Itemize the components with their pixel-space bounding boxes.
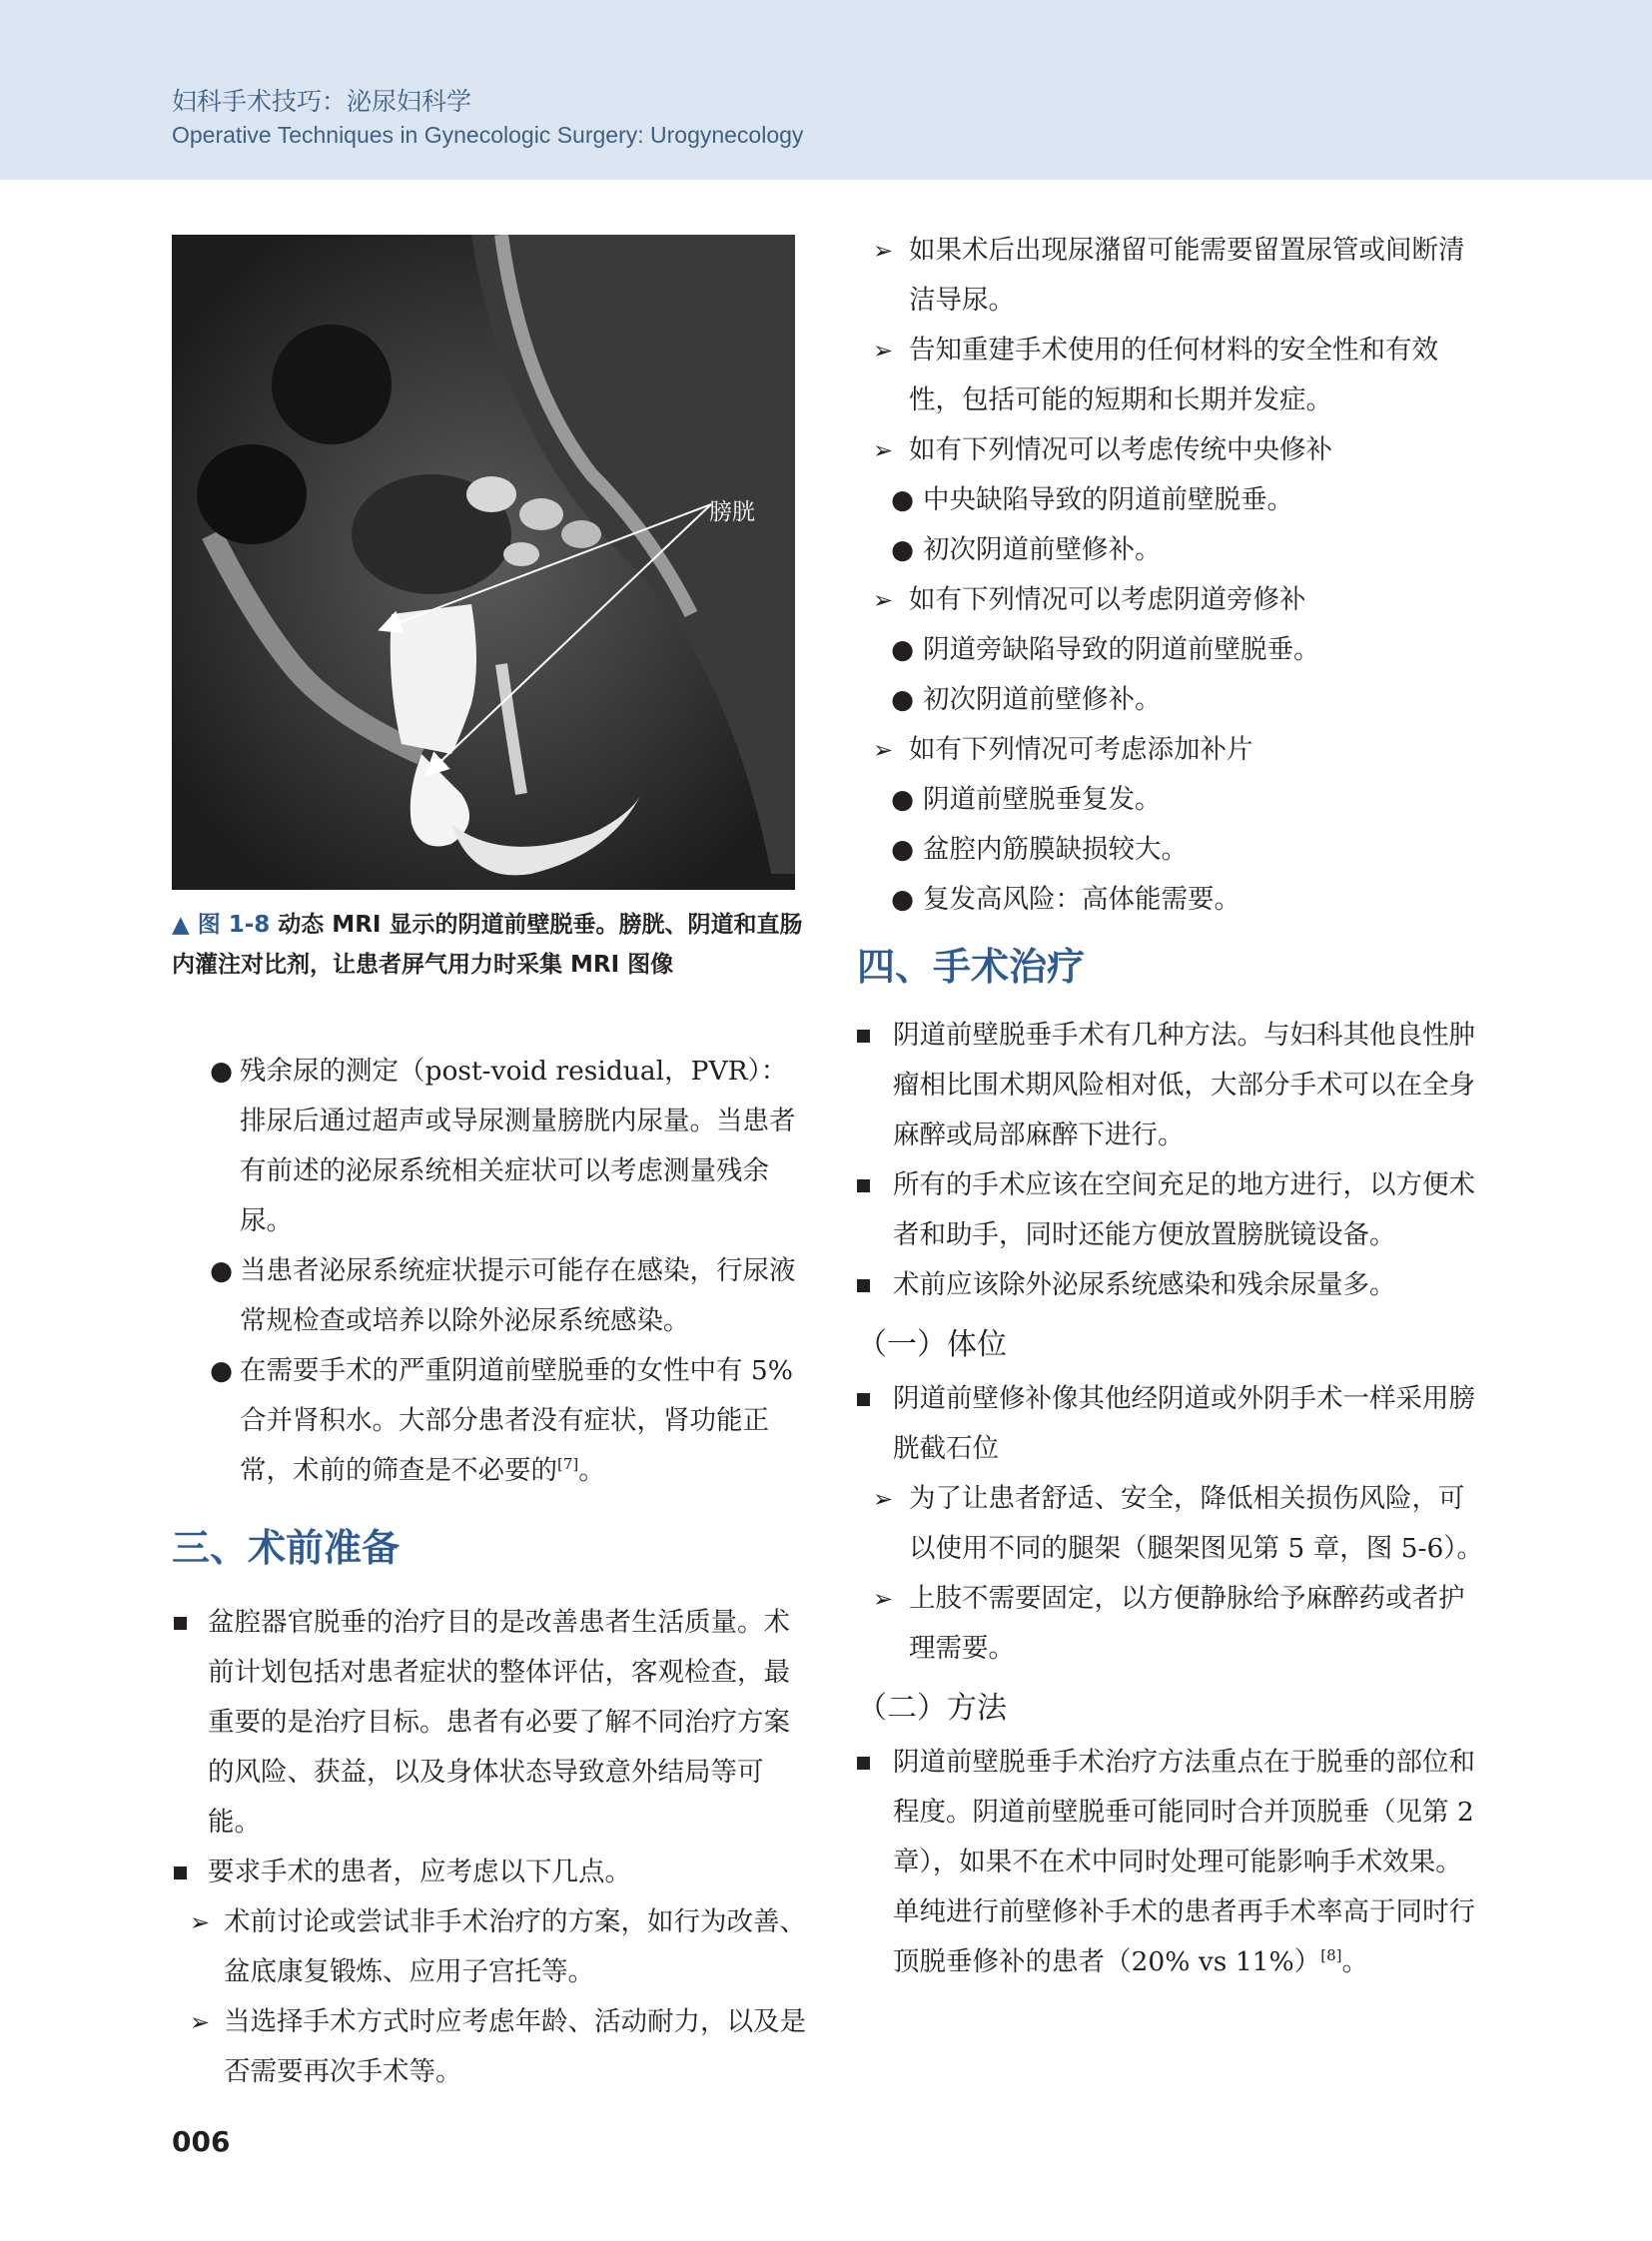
bullet-square-icon <box>174 1617 187 1630</box>
fascia-defect-text: 盆腔内筋膜缺损较大。 <box>923 834 1188 865</box>
list-item <box>857 825 1486 875</box>
high-risk-text: 复发高风险：高体能需要。 <box>923 884 1240 915</box>
list-item <box>857 675 1486 725</box>
list-item <box>857 875 1486 925</box>
mri-image <box>172 235 795 890</box>
book-title-english: Operative Techniques in Gynecologic Surgery: Urogynecology <box>172 122 804 148</box>
paravaginal-defect-text: 阴道旁缺陷导致的阴道前壁脱垂。 <box>923 634 1320 665</box>
surgery-choice-text: 当选择手术方式时应考虑年龄、活动耐力，以及是否需要再次手术等。 <box>224 2006 806 2087</box>
list-item <box>172 1246 811 1346</box>
mesh-text: 如有下列情况可考虑添加补片 <box>909 734 1253 765</box>
list-item <box>857 1011 1486 1160</box>
list-item <box>857 1738 1486 1987</box>
list-item <box>172 1047 811 1246</box>
page-number: 006 <box>172 2125 231 2158</box>
surgery-methods-text: 阴道前壁脱垂手术有几种方法。与妇科其他良性肿瘤相比围术期风险相对低，大部分手术可以在全身麻醉或局部麻醉下进行。 <box>893 1020 1475 1150</box>
right-column <box>857 226 1486 1987</box>
reference-mark: [7] <box>557 1455 579 1474</box>
list-item <box>857 1574 1486 1674</box>
list-item <box>857 475 1486 525</box>
materials-text: 告知重建手术使用的任何材料的安全性和有效性，包括可能的短期和长期并发症。 <box>909 335 1438 415</box>
list-item <box>172 1598 811 1848</box>
bladder-label: 膀胱 <box>709 499 755 525</box>
page-header <box>0 0 1652 180</box>
central-defect-text: 中央缺陷导致的阴道前壁脱垂。 <box>923 484 1293 515</box>
list-item <box>857 1260 1486 1310</box>
list-item <box>857 226 1486 326</box>
bullet-arrow-icon: ➢ <box>873 337 894 365</box>
hydronephrosis-text: 在需要手术的严重阴道前壁脱垂的女性中有 5% 合并肾积水。大部分患者没有症状，肾功能正常，术前的筛查是不必要的 <box>240 1355 793 1486</box>
bullet-square-icon <box>857 1393 870 1406</box>
subsection-title-method: （二）方法 <box>857 1691 1007 1726</box>
mri-figure <box>172 235 795 890</box>
triangle-icon: ▲ <box>172 912 190 938</box>
preop-goal-text: 盆腔器官脱垂的治疗目的是改善患者生活质量。术前计划包括对患者症状的整体评估，客观检查，最重要的是治疗目标。患者有必要了解不同治疗方案的风险、获益，以及身体状态导致意外结局等可能。 <box>208 1607 790 1838</box>
bullet-square-icon <box>857 1279 870 1292</box>
first-repair-text: 初次阴道前壁修补。 <box>923 534 1162 565</box>
list-item <box>172 1897 811 1997</box>
leg-holder-text: 为了让患者舒适、安全，降低相关损伤风险，可以使用不同的腿架（腿架图见第 5 章，图 5-6）。 <box>909 1483 1484 1564</box>
list-item <box>857 1374 1486 1474</box>
bullet-dot-icon: ● <box>891 884 915 915</box>
list-item <box>857 1160 1486 1260</box>
bullet-arrow-icon: ➢ <box>873 1485 894 1513</box>
urine-test-text: 当患者泌尿系统症状提示可能存在感染，行尿液常规检查或培养以除外泌尿系统感染。 <box>240 1255 796 1336</box>
bullet-arrow-icon: ➢ <box>190 2008 211 2036</box>
bullet-dot-icon: ● <box>891 834 915 865</box>
bullet-square-icon <box>174 1867 187 1879</box>
list-item <box>857 725 1486 775</box>
book-title-chinese: 妇科手术技巧：泌尿妇科学 <box>172 87 472 116</box>
bullet-dot-icon: ● <box>210 1355 234 1386</box>
section-title-preop: 三、术前准备 <box>172 1525 401 1570</box>
punctuation: 。 <box>578 1455 605 1486</box>
bullet-dot-icon: ● <box>891 534 915 565</box>
caption-text: 动态 MRI 显示的阴道前壁脱垂。膀胱、阴道和直肠内灌注对比剂，让患者屏气用力时采集 MRI 图像 <box>172 912 803 978</box>
figure-caption <box>172 905 811 985</box>
list-item <box>857 525 1486 575</box>
bullet-arrow-icon: ➢ <box>873 586 894 614</box>
bullet-dot-icon: ● <box>891 684 915 715</box>
bullet-dot-icon: ● <box>891 784 915 815</box>
bullet-arrow-icon: ➢ <box>873 736 894 764</box>
exclude-infection-text: 术前应该除外泌尿系统感染和残余尿量多。 <box>893 1269 1396 1300</box>
list-item <box>857 1474 1486 1574</box>
subsection-title-position: （一）体位 <box>857 1327 1007 1362</box>
bullet-arrow-icon: ➢ <box>190 1908 211 1936</box>
paravaginal-repair-text: 如有下列情况可以考虑阴道旁修补 <box>909 584 1306 615</box>
bullet-arrow-icon: ➢ <box>873 436 894 464</box>
list-item <box>857 326 1486 425</box>
space-text: 所有的手术应该在空间充足的地方进行，以方便术者和助手，同时还能方便放置膀胱镜设备。 <box>893 1169 1475 1250</box>
list-item <box>857 625 1486 675</box>
bullet-square-icon <box>857 1179 870 1192</box>
figure-number: 图 1-8 <box>197 912 271 938</box>
list-item <box>857 425 1486 475</box>
bullet-square-icon <box>857 1030 870 1043</box>
first-repair-text: 初次阴道前壁修补。 <box>923 684 1162 715</box>
recurrence-text: 阴道前壁脱垂复发。 <box>923 784 1162 815</box>
section-title-surgery: 四、手术治疗 <box>857 944 1086 989</box>
nonsurgical-text: 术前讨论或尝试非手术治疗的方案，如行为改善、盆底康复锻炼、应用子宫托等。 <box>224 1906 806 1987</box>
residual-urine-text: 残余尿的测定（post-void residual，PVR）：排尿后通过超声或导尿测量膀胱内尿量。当患者有前述的泌尿系统相关症状可以考虑测量残余尿。 <box>240 1056 796 1236</box>
bullet-arrow-icon: ➢ <box>873 237 894 265</box>
bullet-dot-icon: ● <box>210 1056 234 1087</box>
punctuation: 。 <box>1341 1946 1368 1977</box>
upper-limb-text: 上肢不需要固定，以方便静脉给予麻醉药或者护理需要。 <box>909 1583 1465 1664</box>
list-item <box>172 1997 811 2097</box>
left-column <box>172 1047 811 2097</box>
list-item <box>857 575 1486 625</box>
list-item <box>172 1848 811 1897</box>
reference-mark: [8] <box>1320 1946 1342 1965</box>
list-item <box>172 1346 811 1496</box>
bullet-arrow-icon: ➢ <box>873 1585 894 1613</box>
bullet-dot-icon: ● <box>891 634 915 665</box>
list-item <box>857 775 1486 825</box>
catheter-text: 如果术后出现尿潴留可能需要留置尿管或间断清洁导尿。 <box>909 235 1465 316</box>
bullet-dot-icon: ● <box>210 1255 234 1286</box>
bullet-square-icon <box>857 1757 870 1770</box>
method-text: 阴道前壁脱垂手术治疗方法重点在于脱垂的部位和程度。阴道前壁脱垂可能同时合并顶脱垂（见第 2 章），如果不在术中同时处理可能影响手术效果。单纯进行前壁修补手术的患者再手术率高于同时行顶脱垂修补的患者（20% vs 11%） <box>893 1747 1475 1977</box>
preop-considerations-text: 要求手术的患者，应考虑以下几点。 <box>208 1857 631 1887</box>
bullet-dot-icon: ● <box>891 484 915 515</box>
lithotomy-text: 阴道前壁修补像其他经阴道或外阴手术一样采用膀胱截石位 <box>893 1383 1475 1464</box>
central-repair-text: 如有下列情况可以考虑传统中央修补 <box>909 434 1332 465</box>
